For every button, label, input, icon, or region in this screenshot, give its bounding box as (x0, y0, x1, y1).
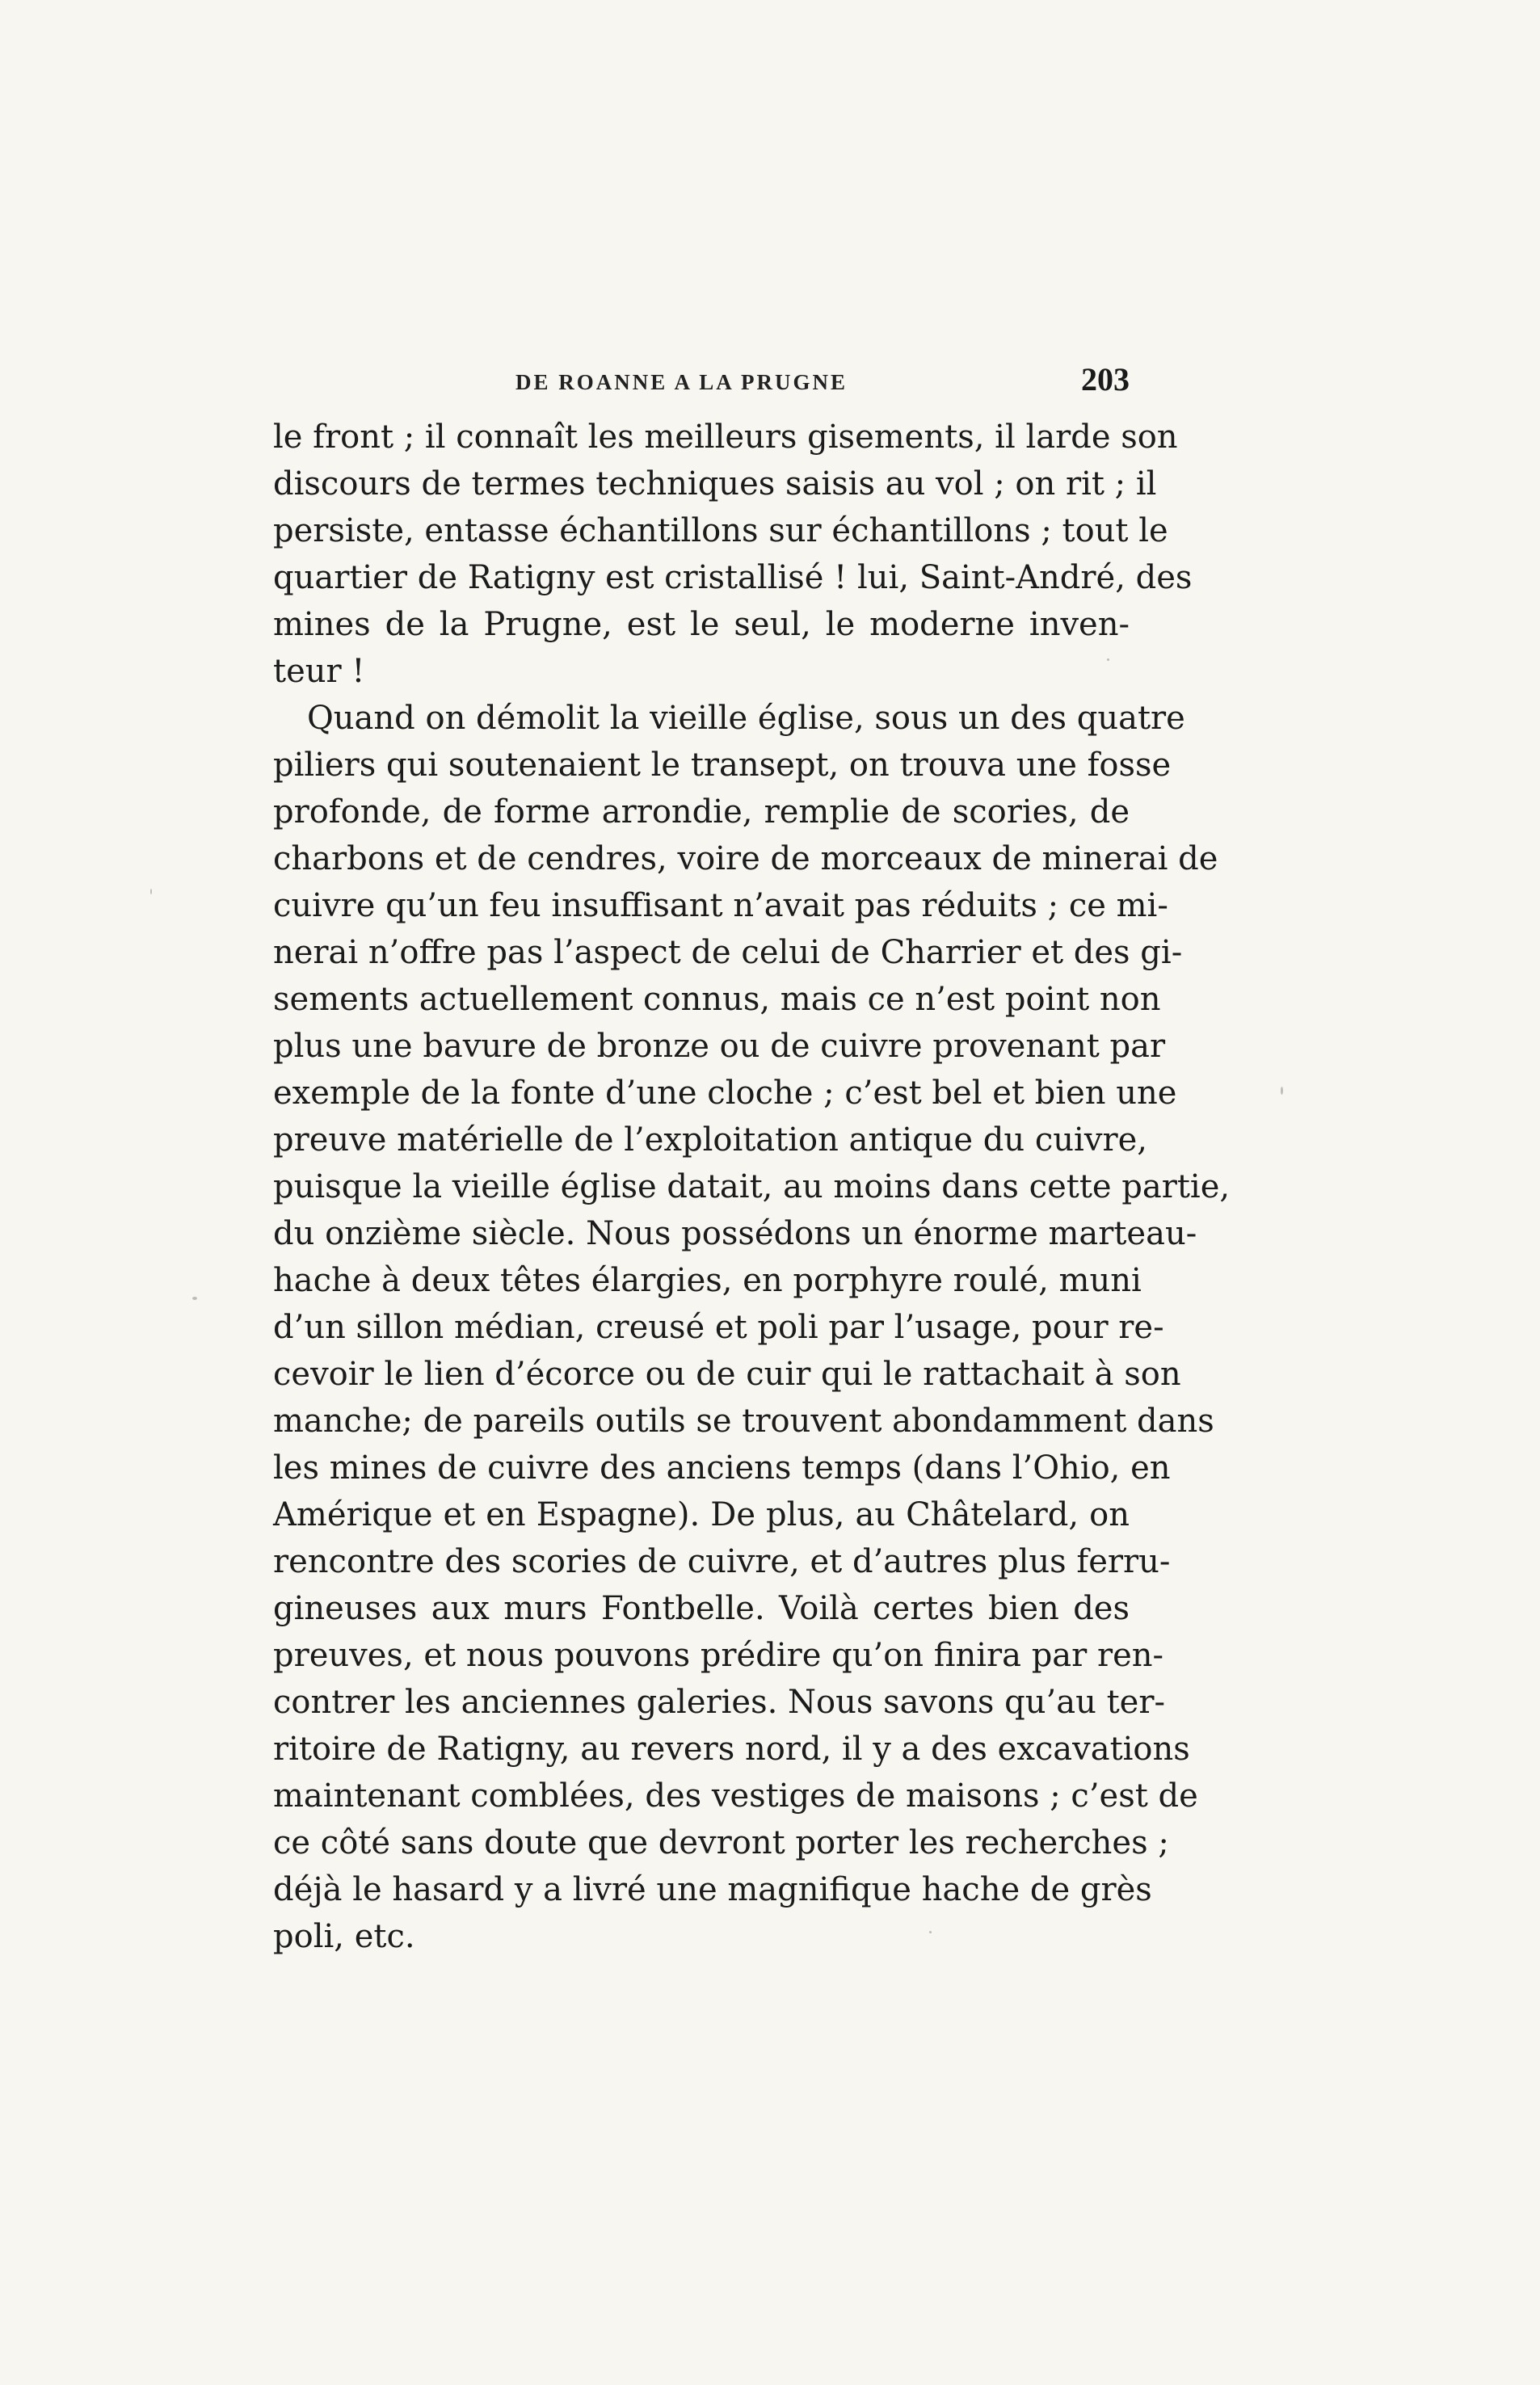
text-line: Amérique et en Espagne). De plus, au Châtelard, on (273, 1496, 1130, 1533)
text-line: mines de la Prugne, est le seul, le moderne inven- (273, 606, 1130, 643)
text-line: nerai n’offre pas l’aspect de celui de Charrier et des gi- (273, 934, 1183, 971)
text-line: contrer les anciennes galeries. Nous savons qu’au ter- (273, 1684, 1165, 1721)
text-line: déjà le hasard y a livré une magnifique hache de grès (273, 1871, 1152, 1908)
text-line: sements actuellement connus, mais ce n’est point non (273, 981, 1161, 1018)
text-line: teur ! (273, 653, 365, 690)
text-line: hache à deux têtes élargies, en porphyre roulé, muni (273, 1262, 1142, 1299)
text-line: cevoir le lien d’écorce ou de cuir qui le rattachait à son (273, 1356, 1181, 1393)
text-line: piliers qui soutenaient le transept, on trouva une fosse (273, 747, 1172, 784)
text-line: charbons et de cendres, voire de morceaux de minerai de (273, 840, 1218, 877)
text-line: le front ; il connaît les meilleurs gisements, il larde son (273, 419, 1178, 456)
text-line: maintenant comblées, des vestiges de maisons ; c’est de (273, 1777, 1198, 1815)
text-line: preuves, et nous pouvons prédire qu’on finira par ren- (273, 1637, 1164, 1674)
text-line: plus une bavure de bronze ou de cuivre provenant par (273, 1028, 1166, 1065)
text-line: les mines de cuivre des anciens temps (dans l’Ohio, en (273, 1449, 1171, 1487)
text-line: ce côté sans doute que devront porter les recherches ; (273, 1824, 1169, 1861)
text-line: du onzième siècle. Nous possédons un énorme marteau- (273, 1215, 1197, 1252)
paper-speck (1281, 1087, 1283, 1095)
page-header (273, 355, 1130, 404)
text-line: quartier de Ratigny est cristallisé ! lui, Saint-André, des (273, 559, 1193, 596)
text-line: exemple de la fonte d’une cloche ; c’est bel et bien une (273, 1075, 1177, 1112)
text-line: cuivre qu’un feu insuffisant n’avait pas réduits ; ce mi- (273, 887, 1168, 924)
text-line: Quand on démolit la vieille église, sous un des quatre (307, 700, 1185, 737)
paper-speck (192, 1297, 197, 1300)
text-line: persiste, entasse échantillons sur échantillons ; tout le (273, 512, 1168, 549)
body-text (273, 414, 1231, 1960)
text-line: preuve matérielle de l’exploitation antique du cuivre, (273, 1121, 1147, 1159)
paper-speck (929, 1931, 932, 1933)
text-line: discours de termes techniques saisis au vol ; on rit ; il (273, 465, 1157, 503)
page-number: 203 (1081, 361, 1130, 398)
text-line: gineuses aux murs Fontbelle. Voilà certes bien des (273, 1590, 1130, 1627)
text-line: profonde, de forme arrondie, remplie de scories, de (273, 793, 1130, 831)
text-line: manche; de pareils outils se trouvent abondamment dans (273, 1403, 1214, 1440)
paper-speck (1107, 658, 1109, 661)
text-line: poli, etc. (273, 1918, 415, 1955)
text-line: d’un sillon médian, creusé et poli par l’usage, pour re- (273, 1309, 1164, 1346)
text-line: puisque la vieille église datait, au moins dans cette partie, (273, 1168, 1231, 1205)
paper-speck (150, 889, 152, 894)
running-title: DE ROANNE A LA PRUGNE (515, 370, 848, 394)
text-line: rencontre des scories de cuivre, et d’autres plus ferru- (273, 1543, 1171, 1580)
text-line: ritoire de Ratigny, au revers nord, il y a des excavations (273, 1731, 1190, 1768)
